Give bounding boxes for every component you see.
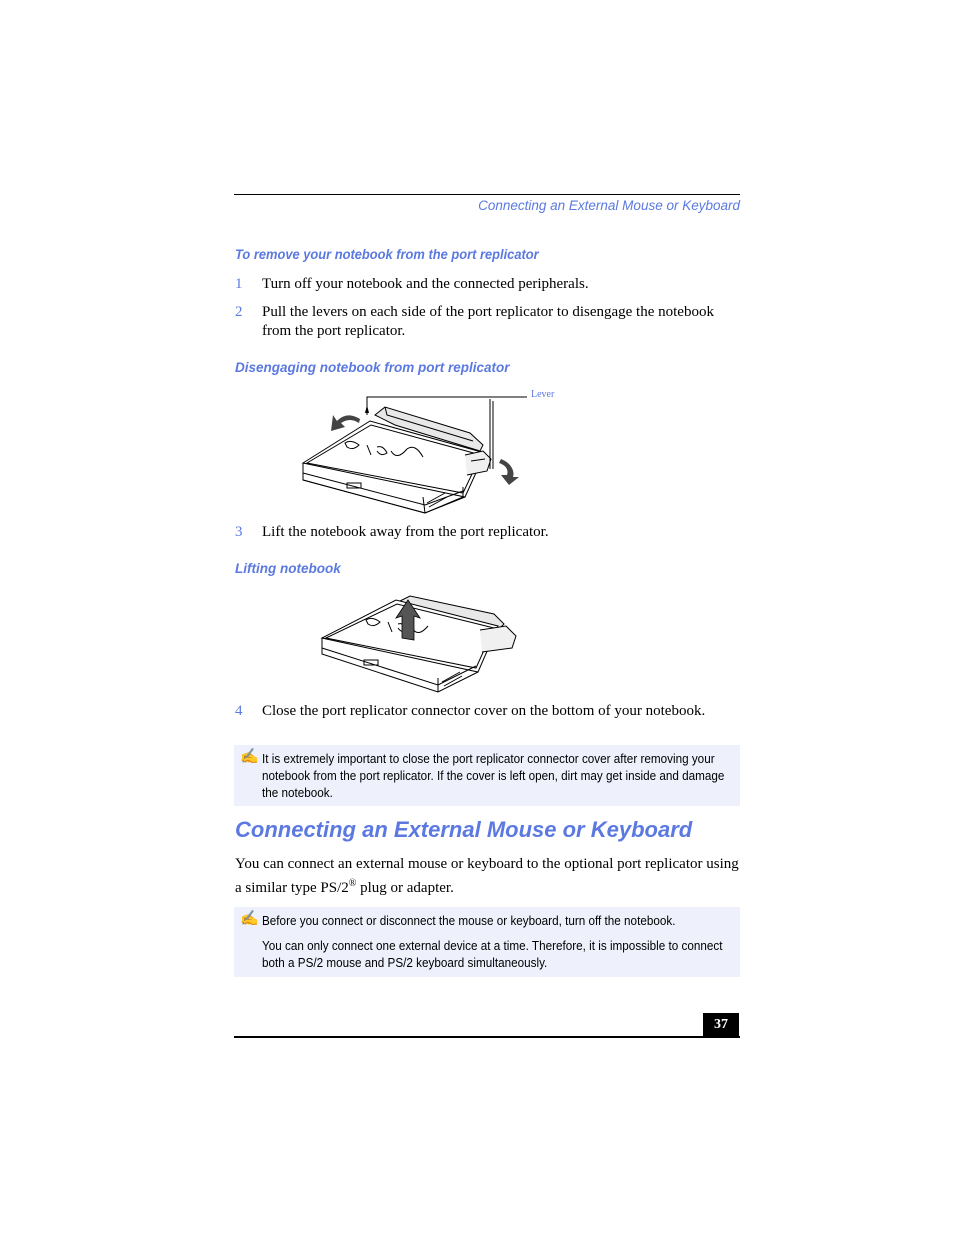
note-line-2: You can only connect one external device at a time. Therefore, it is impossible to connect both a PS/2 mouse and PS/2 keyboard simultaneously. — [262, 938, 723, 970]
step-number: 4 — [235, 703, 243, 719]
figure-caption-lifting: Lifting notebook — [235, 561, 341, 576]
step-text: Turn off your notebook and the connected peripherals. — [262, 276, 589, 292]
header-rule — [234, 194, 740, 195]
lever-label: Lever — [531, 389, 555, 400]
step-text: Lift the notebook away from the port replicator. — [262, 524, 549, 540]
step-4 — [235, 702, 740, 721]
procedure-heading: To remove your notebook from the port replicator — [235, 246, 539, 262]
lifting-illustration — [318, 590, 522, 698]
step-1 — [235, 275, 740, 294]
step-number: 2 — [235, 304, 243, 320]
note-text: It is extremely important to close the port replicator connector cover after removing your notebook from the port replicator. If the cover is left open, dirt may get inside and damage the notebook. — [262, 751, 725, 800]
note-line-1: Before you connect or disconnect the mouse or keyboard, turn off the notebook. — [262, 913, 676, 928]
note-pencil-icon: ✍ — [240, 911, 259, 927]
page-number: 37 — [703, 1013, 739, 1036]
figure-caption-disengaging: Disengaging notebook from port replicator — [235, 360, 510, 375]
running-header: Connecting an External Mouse or Keyboard — [478, 198, 740, 213]
step-text: Close the port replicator connector cover on the bottom of your notebook. — [262, 703, 706, 719]
paragraph-text-end: plug or adapter. — [356, 880, 454, 896]
step-number: 3 — [235, 524, 243, 540]
note-box-mouse — [234, 907, 740, 977]
step-3 — [235, 523, 740, 542]
step-text: Pull the levers on each side of the port replicator to disengage the notebook from the port replicator. — [262, 304, 714, 339]
note-pencil-icon: ✍ — [240, 749, 259, 765]
disengaging-illustration — [295, 385, 535, 517]
step-number: 1 — [235, 276, 243, 292]
section-title: Connecting an External Mouse or Keyboard — [235, 817, 693, 842]
note-box-cover — [234, 745, 740, 806]
section-paragraph — [235, 855, 740, 898]
registered-mark: ® — [348, 878, 357, 889]
step-2 — [235, 303, 740, 341]
footer-rule — [234, 1036, 740, 1038]
paragraph-text: You can connect an external mouse or keyboard to the optional port replicator using a similar type PS/2 — [235, 856, 739, 896]
